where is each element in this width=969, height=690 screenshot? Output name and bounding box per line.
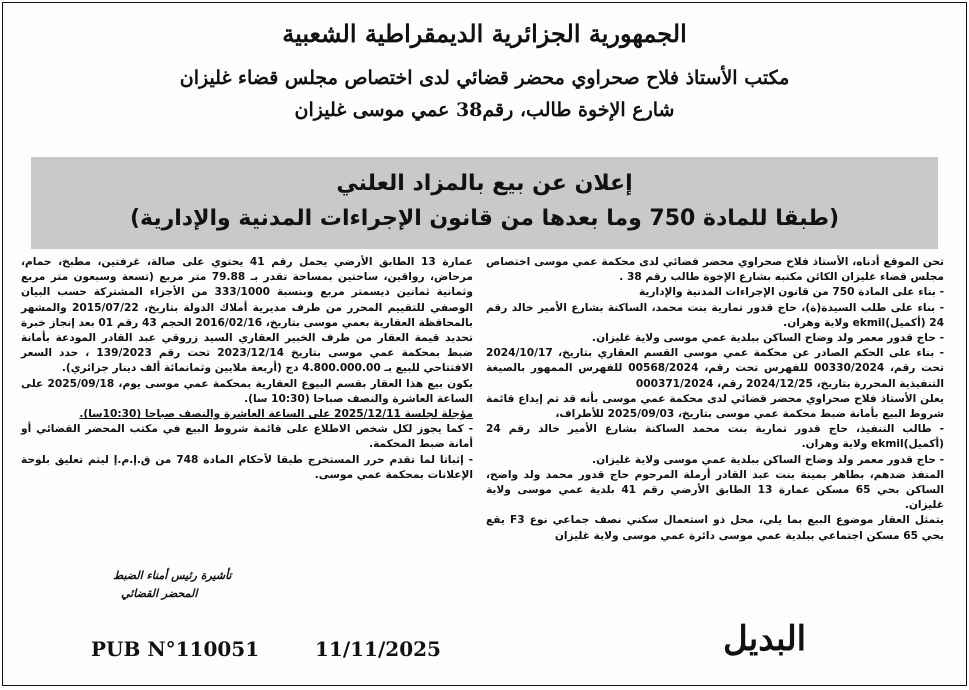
paragraph: تحن الموقع أدناه، الأستاذ فلاح صحراوي محضر قضائي لدى محكمة عمي موسى اختصاص مجلس قضاء غليزان الكائن مكتبه بشارع الإخوة طالب رقم 38 . [486,256,944,284]
paragraph: - إثباتا لما تقدم حرر المستخرج طبقا لأحكام المادة 748 من ق.إ.م.إ ليتم تعليق بلوحة الإعلانات بمحكمة عمي موسى. [21,453,473,481]
paragraph: يتمثل العقار موضوع البيع بما يلي، محل ذو استعمال سكني نصف جماعي نوع F3 يقع بحي 65 مسكن اجتماعي ببلدية عمي موسى دائرة عمي موسى ولاية غليزان [486,514,945,542]
paragraph: - كما يجوز لكل شخص الاطلاع على قائمة شروط البيع في مكتب المحضر القضائي أو أمانة ضبط المحكمة. [21,423,473,451]
signature-clerk: تأشيرة رئيس أمناء الضبط [113,569,232,582]
paragraph: - طالب التنفيذ، حاج قدور تمارية بنت محمد الساكنة بشارع الأمير خالد رقم 24 (أكميل)ekmil ولاية وهران. [486,423,944,451]
signature-bailiff: المحضر القضائي [121,587,198,600]
right-column [486,255,944,544]
paragraph: - حاج قدور معمر ولد وضاح الساكن ببلدية عمي موسى ولاية غليزان. [592,453,944,466]
banner-title: إعلان عن بيع بالمزاد العلني [336,171,633,196]
postponement-notice: مؤجلة لجلسة 2025/12/11 على الساعة العاشرة والنصف صباحا (10:30سا). [79,408,473,421]
header [3,17,966,125]
paragraph: - بناء على طلب السيدة(ة)، حاج قدور تمارية بنت محمد، الساكنة بشارع الأمير خالد رقم 24 (أكميل)ekmil ولاية وهران. [486,301,944,329]
paragraph: يعلن الأستاذ فلاح صحراوي محضر قضائي لدى محكمة عمي موسى بأنه قد تم إيداع قائمة شروط البيع بأمانة ضبط محكمة عمي موسى بتاريخ، 2025/09/03 للأطراف، [486,392,944,421]
newspaper-name: البديل [723,619,807,659]
pub-number: PUB N°110051 [91,637,260,661]
auction-banner [31,157,938,249]
paragraph: عمارة 13 الطابق الأرضي يحمل رقم 41 يحتوي على صالة، غرفتين، مطبخ، حمام، مرحاض، رواقين، ساحتين بمساحة تقدر بـ 79.88 متر مربع (تسعة وسبعون متر مربع وثمانية ثمانين ديسمتر مربع وبنسبة 333/1000 من الأجزاء المشتركة حسب البيان الوصفي للتقييم المحرر من طرف مديرية أملاك الدولة بتاريخ، 2015/07/22 والمشهر بالمحافظة العقارية بعمي موسى بتاريخ، 2016/02/16 الحجم 43 رقم 01 بعد إنجاز خبرة تحديد قيمة العقار من طرف الخبير العقاري السيد زروقي عبد القادر المودعة بأمانة ضبط بمحكمة عمي موسى بتاريخ 2023/12/14 تحت رقم 139/2023 ، حدد السعر الافتتاحي للبيع بـ 4.800.000.00 دج (أربعة ملايين وثمانمائة ألف دينار جزائري). [21,256,473,375]
address-line: شارع الإخوة طالب، رقم38 عمي موسى غليزان [294,99,675,121]
republic-title: الجمهورية الجزائرية الديمقراطية الشعبية [282,19,687,48]
paragraph: - حاج قدور معمر ولد وضاح الساكن ببلدية عمي موسى ولاية غليزان. [592,332,944,345]
paragraph: المنفذ ضدهم، بطاهر بمينة بنت عبد القادر أرملة المرحوم حاج قدور محمد ولد واضح، الساكن بحي 65 مسكن عمارة 13 الطابق الأرضي رقم 41 بلدية عمي موسى ولاية غليزان. [486,468,944,512]
banner-subtitle: (طبقا للمادة 750 وما بعدها من قانون الإجراءات المدنية والإدارية) [129,206,840,231]
paragraph: - بناء على الحكم الصادر عن محكمة عمي موسى القسم العقاري بتاريخ، 2024/10/17 تحت رقم، 00330/2024 للفهرس تحت رقم، 00568/2024 للفهرس الممهور بالصيغة التنفيذية المحررة بتاريخ، 2024/12/25 رقم، 000371/2024 [486,347,945,390]
left-column [21,255,473,483]
office-line: مكتب الأستاذ فلاح صحراوي محضر قضائي لدى اختصاص مجلس قضاء غليزان [179,67,790,89]
paragraph: - بناء على المادة 750 من قانون الإجراءات المدنية والإدارية [638,286,944,299]
publication-date: 11/11/2025 [315,637,441,661]
paragraph: يكون بيع هذا العقار بقسم البيوع العقارية بمحكمة عمي موسى يوم، 2025/09/18 على الساعة العاشرة والنصف صباحا (10:30 سا). [21,377,474,405]
announcement-page [2,2,967,686]
